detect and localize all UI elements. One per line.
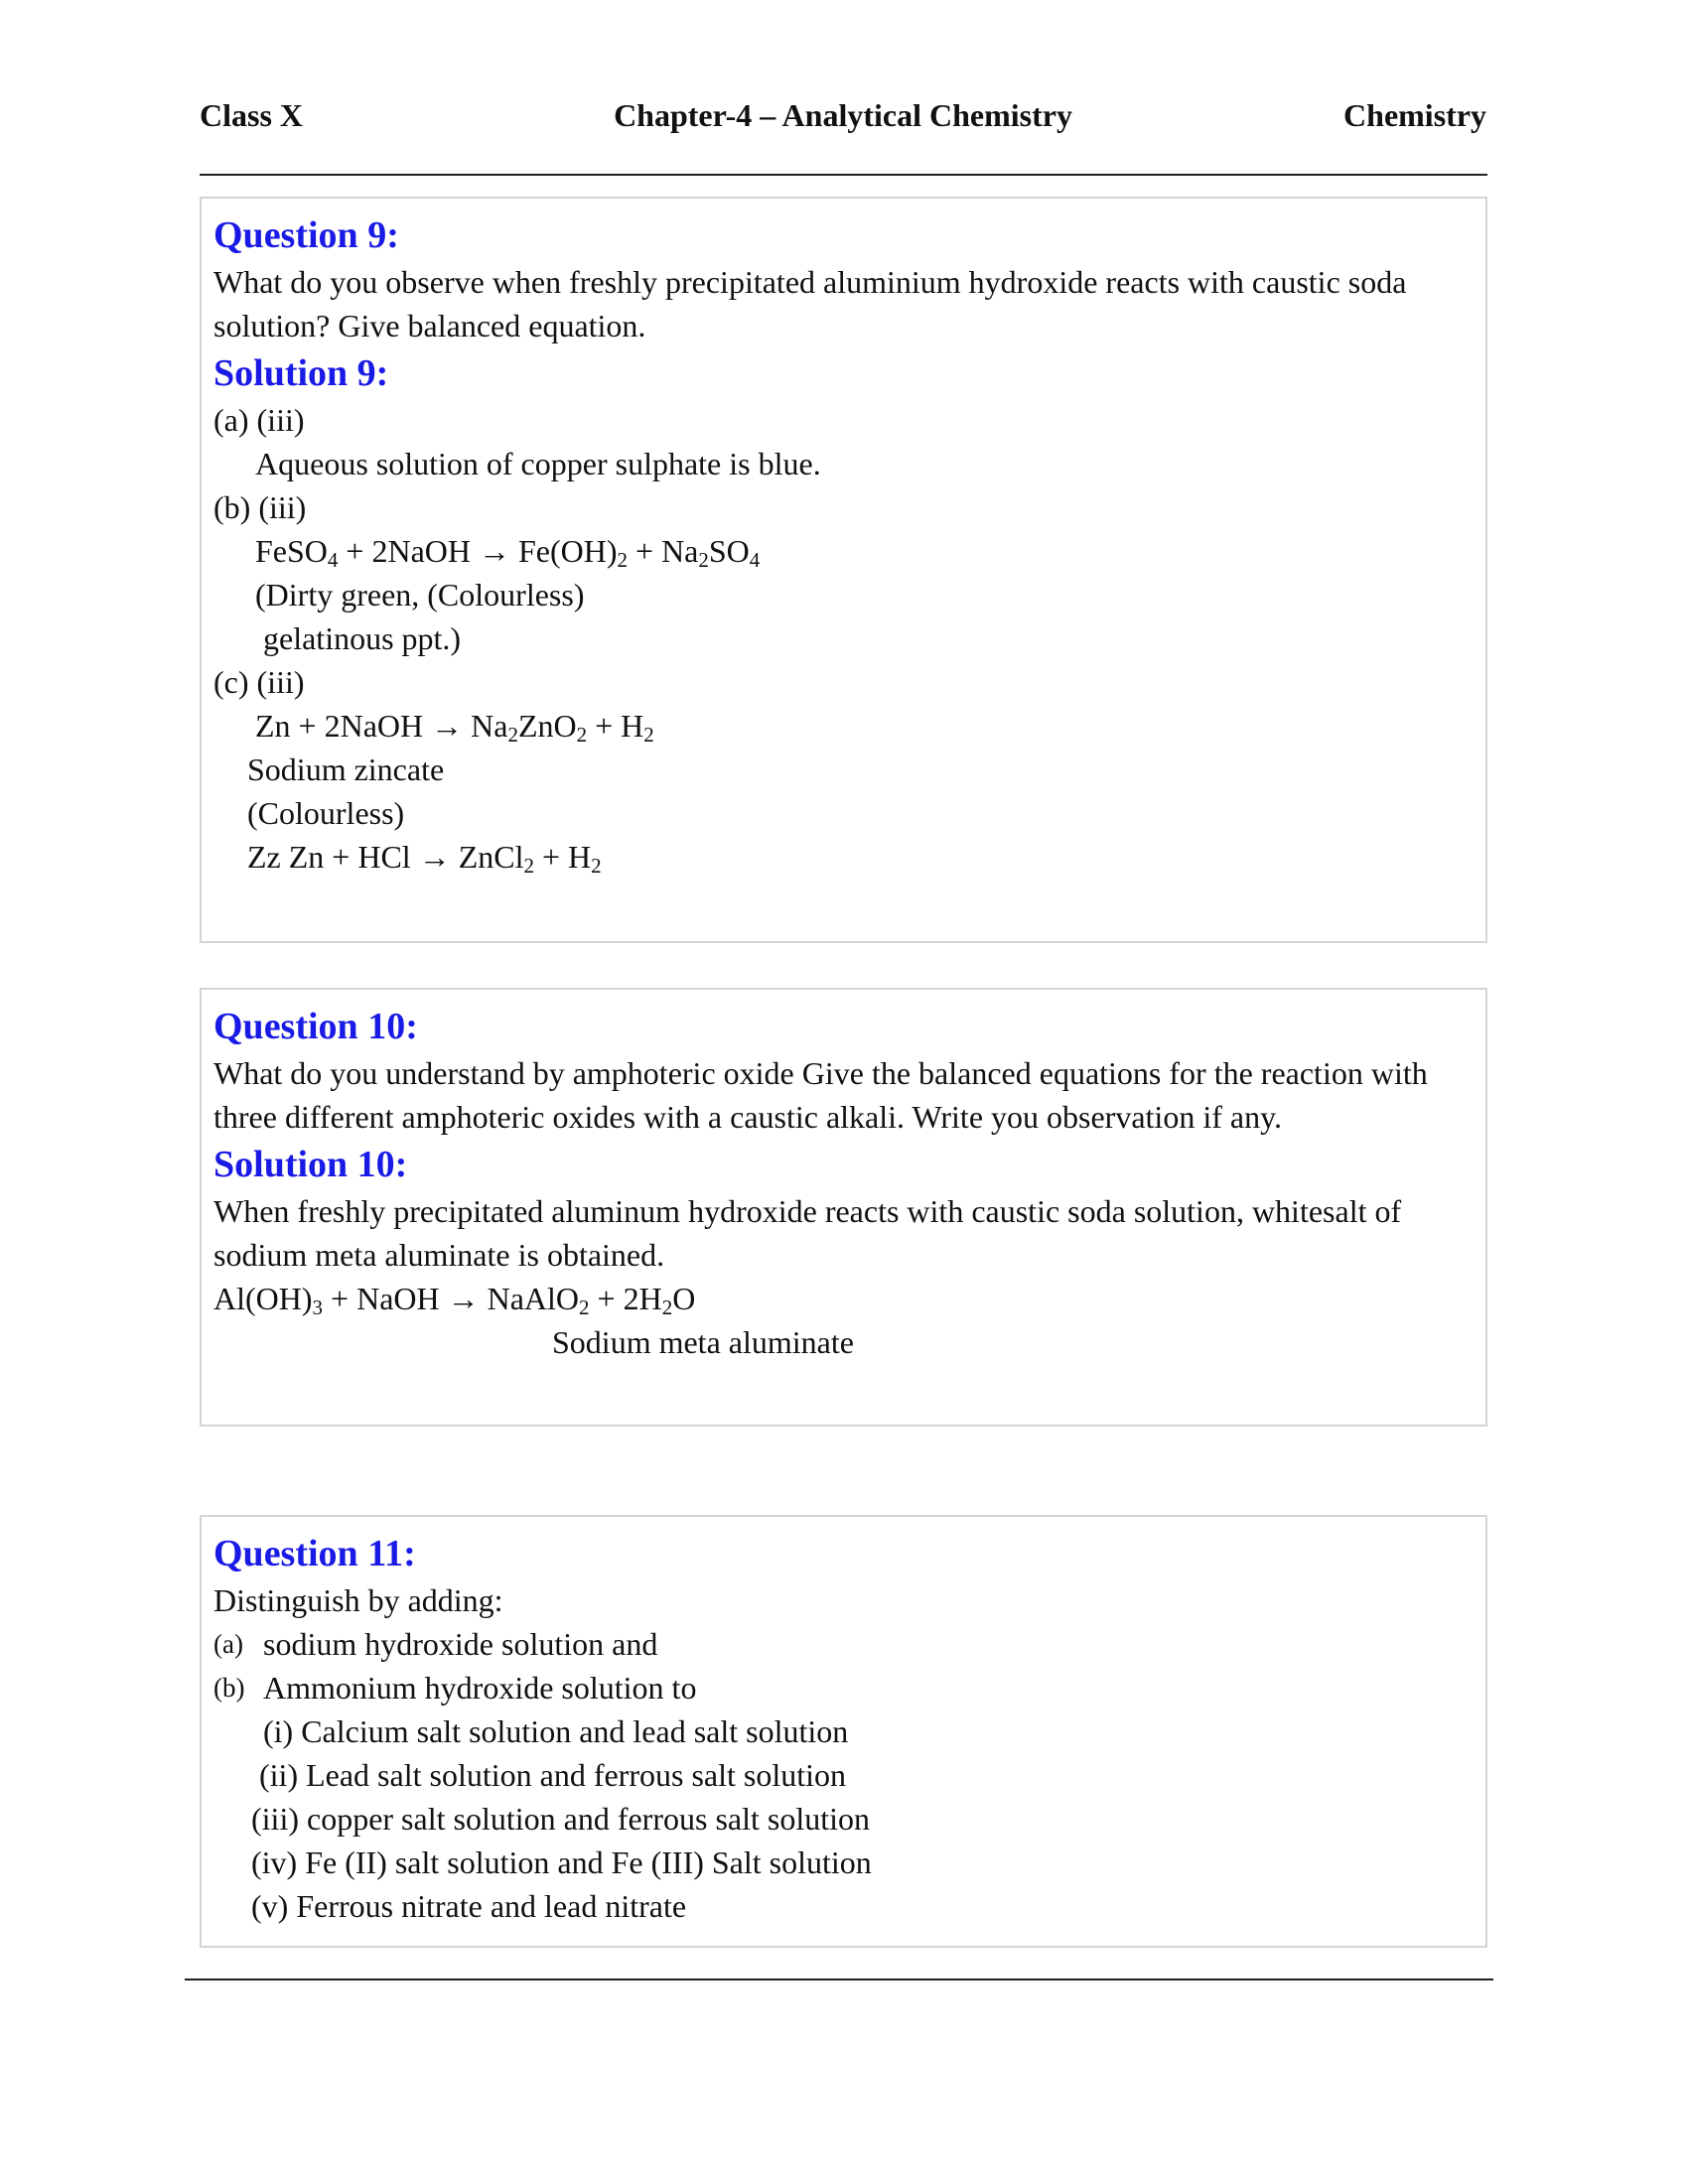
solution-9-b-label: (b) (iii): [213, 489, 307, 525]
question-11-item: (ii) Lead salt solution and ferrous salt solution: [259, 1757, 846, 1793]
question-9-title: Question 9:: [213, 214, 399, 256]
question-10-text-line-1: What do you understand by amphoteric oxide Give the balanced equations for the reaction with: [213, 1055, 1428, 1091]
solution-9-c-label: (c) (iii): [213, 664, 305, 700]
question-11-intro: Distinguish by adding:: [213, 1582, 503, 1618]
question-11-a-marker: (a): [213, 1629, 243, 1659]
question-9-text-line-1: What do you observe when freshly precipitated aluminium hydroxide reacts with caustic soda: [213, 264, 1407, 300]
question-11-title: Question 11:: [213, 1533, 416, 1574]
question-10-title: Question 10:: [213, 1006, 418, 1047]
solution-10-equation: $Al(OH)_3$ + NaOH → NaAlO$_2$ + $2H_2O$: [213, 1281, 696, 1319]
question-11-b-text: Ammonium hydroxide solution to: [263, 1670, 697, 1706]
solution-9-c-equation: Zn + 2NaOH → $Na_2ZnO_2 + H_2$: [255, 708, 654, 747]
solution-9-b-note-1: (Dirty green, (Colourless): [255, 577, 585, 613]
question-11-item: (iii) copper salt solution and ferrous salt solution: [251, 1801, 870, 1837]
subject-label: Chemistry: [1343, 97, 1486, 133]
header-divider: [200, 174, 1487, 176]
question-11-a-text: sodium hydroxide solution and: [263, 1626, 658, 1662]
footer-divider: [185, 1979, 1493, 1980]
solution-9-a-label: (a) (iii): [213, 402, 305, 438]
question-11-item: (v) Ferrous nitrate and lead nitrate: [251, 1888, 687, 1924]
solution-10-text-line-2: sodium meta aluminate is obtained.: [213, 1237, 665, 1273]
question-11-b-marker: (b): [213, 1673, 245, 1703]
page-header: [200, 97, 1486, 147]
class-label: Class X: [200, 97, 304, 133]
solution-10-equation-note: Sodium meta aluminate: [552, 1324, 854, 1360]
solution-9-c-note-2: (Colourless): [247, 795, 405, 831]
question-10-text-line-2: three different amphoteric oxides with a caustic alkali. Write you observation if any.: [213, 1099, 1282, 1135]
question-11-item: (i) Calcium salt solution and lead salt solution: [263, 1713, 849, 1749]
solution-9-b-note-2: gelatinous ppt.): [263, 620, 462, 656]
solution-9-title: Solution 9:: [213, 352, 389, 394]
solution-9-b-equation: FeSO$_4$ + 2NaOH → $Fe(OH)_2 + Na_2SO_4$: [255, 533, 761, 572]
question-9-text-line-2: solution? Give balanced equation.: [213, 308, 646, 343]
solution-9-c-equation-2: Zz Zn + HCl → ZnCl$_2$ + $H_2$: [247, 839, 602, 878]
solution-9-c-note-1: Sodium zincate: [247, 751, 445, 787]
question-11-item: (iv) Fe (II) salt solution and Fe (III) Salt solution: [251, 1844, 872, 1880]
solution-9-a-text: Aqueous solution of copper sulphate is blue.: [255, 446, 821, 481]
chapter-title: Chapter-4 – Analytical Chemistry: [614, 97, 1072, 133]
solution-10-title: Solution 10:: [213, 1144, 408, 1185]
solution-10-text-line-1: When freshly precipitated aluminum hydroxide reacts with caustic soda solution, whitesalt of: [213, 1193, 1402, 1229]
